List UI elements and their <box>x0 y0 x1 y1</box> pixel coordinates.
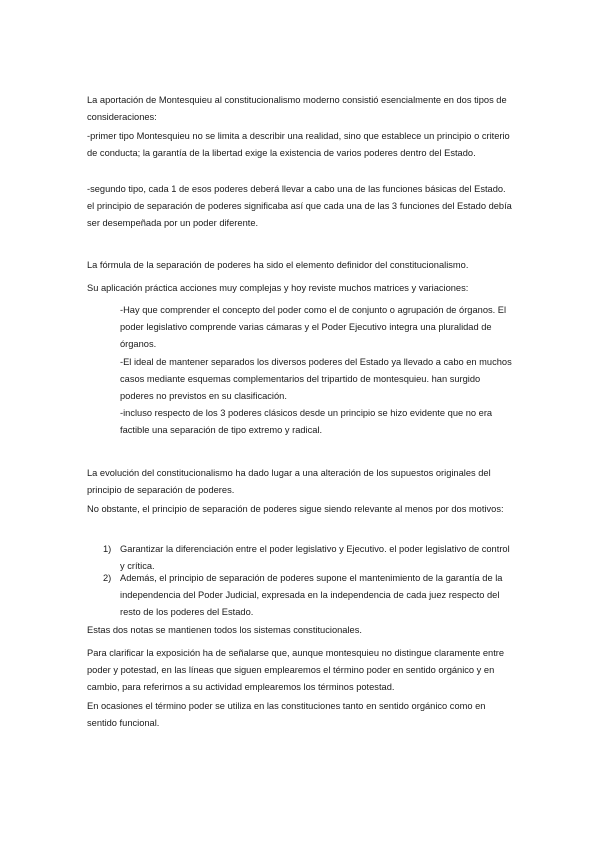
indented-item-ideal: -El ideal de mantener separados los diversos poderes del Estado ya llevado a cabo en muchos casos mediante esquemas complementarios del tripartido de montesquieu. han surgido poderes no previstos en su clasificación. <box>120 357 512 401</box>
paragraph-first-type: -primer tipo Montesquieu no se limita a describir una realidad, sino que establece un principio o criterio de conducta; la garantía de la libertad exige la existencia de varios poderes dentro del Estado. <box>87 131 510 158</box>
paragraph-application: Su aplicación práctica acciones muy complejas y hoy reviste muchos matrices y variaciones: <box>87 283 469 293</box>
list-item <box>103 570 515 621</box>
paragraph-intro: La aportación de Montesquieu al constitucionalismo moderno consistió esencialmente en dos tipos de consideraciones: <box>87 95 507 122</box>
indented-item-organs: -Hay que comprender el concepto del poder como el de conjunto o agrupación de órganos. El poder legislativo comprende varias cámaras y el Poder Ejecutivo integra una pluralidad de órganos. <box>120 305 507 349</box>
list-item-text: Además, el principio de separación de poderes supone el mantenimiento de la garantía de la independencia del Poder Judicial, expresada en la independencia de cada juez respecto del resto de los poderes del Estado. <box>120 573 503 617</box>
list-item-text: Garantizar la diferenciación entre el poder legislativo y Ejecutivo. el poder legislativo de control y crítica. <box>120 544 510 571</box>
paragraph-nevertheless: No obstante, el principio de separación de poderes sigue siendo relevante al menos por dos motivos: <box>87 504 504 514</box>
indented-item-classic: -incluso respecto de los 3 poderes clásicos desde un principio se hizo evidente que no era factible una separación de tipo extremo y radical. <box>120 408 493 435</box>
paragraph-formula: La fórmula de la separación de poderes ha sido el elemento definidor del constitucionalismo. <box>87 260 469 270</box>
list-marker: 2) <box>103 573 112 583</box>
list-marker: 1) <box>103 544 112 554</box>
paragraph-occasions: En ocasiones el término poder se utiliza en las constituciones tanto en sentido orgánico como en sentido funcional. <box>87 701 486 728</box>
paragraph-clarify: Para clarificar la exposición ha de señalarse que, aunque montesquieu no distingue claramente entre poder y potestad, en las líneas que siguen emplearemos el término poder en sentido orgánico y en cambio, para referirnos a su actividad emplearemos los términos potestad. <box>87 648 505 692</box>
paragraph-evolution: La evolución del constitucionalismo ha dado lugar a una alteración de los supuestos originales del principio de separación de poderes. <box>87 468 491 495</box>
paragraph-second-type: -segundo tipo, cada 1 de esos poderes deberá llevar a cabo una de las funciones básicas del Estado. el principio de separación de poderes significaba así que cada una de las 3 funciones del Estado debía ser desempeñada por un poder diferente. <box>87 184 512 228</box>
paragraph-notes: Estas dos notas se mantienen todos los sistemas constitucionales. <box>87 625 362 635</box>
